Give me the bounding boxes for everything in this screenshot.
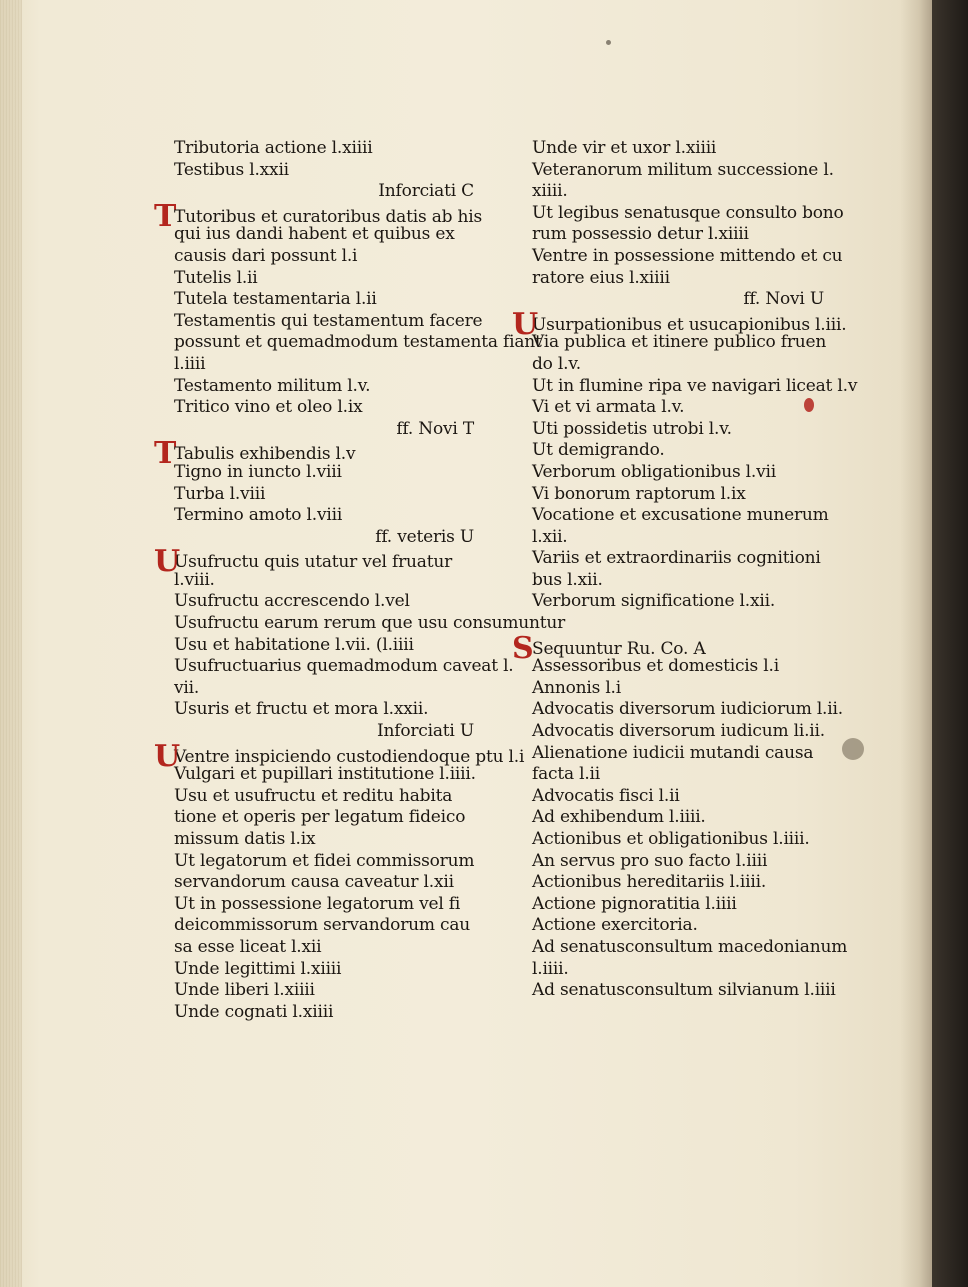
index-line bbox=[532, 484, 824, 506]
index-line bbox=[174, 786, 474, 808]
index-line bbox=[532, 202, 844, 225]
line-text: Ut in possessione legatorum vel fi bbox=[174, 893, 461, 914]
index-line bbox=[174, 505, 474, 527]
index-line bbox=[532, 915, 824, 937]
line-text: ff. Novi U bbox=[743, 289, 824, 310]
index-line bbox=[174, 635, 474, 657]
index-line bbox=[174, 332, 542, 354]
index-line bbox=[532, 548, 824, 570]
index-line bbox=[532, 375, 858, 398]
line-text: Ut in flumine ripa ve navigari liceat l.v bbox=[532, 375, 858, 396]
index-line bbox=[174, 310, 483, 333]
line-text: facta l.ii bbox=[532, 764, 601, 785]
line-text: Unde cognati l.xiiii bbox=[174, 1001, 334, 1022]
line-text: Ut legibus senatusque consulto bono bbox=[532, 202, 844, 223]
index-line bbox=[174, 764, 474, 786]
index-line bbox=[174, 613, 566, 635]
line-text: Verborum obligationibus l.vii bbox=[532, 461, 776, 482]
index-line bbox=[532, 181, 824, 203]
index-line bbox=[174, 160, 474, 182]
index-line bbox=[532, 354, 824, 376]
line-text: Inforciati C bbox=[378, 181, 474, 202]
line-text: Usuris et fructu et mora l.xxii. bbox=[174, 699, 429, 720]
line-text: Actione exercitoria. bbox=[532, 915, 698, 936]
index-line bbox=[174, 268, 474, 290]
section-heading bbox=[174, 721, 474, 743]
index-line: UUsufructu quis utatur vel fruatur bbox=[154, 544, 453, 580]
index-line: TTutoribus et curatoribus datis ab his bbox=[154, 198, 483, 234]
index-line bbox=[532, 505, 829, 527]
index-line bbox=[532, 699, 843, 721]
index-line bbox=[532, 743, 824, 765]
index-line bbox=[532, 786, 824, 808]
index-line bbox=[532, 268, 824, 290]
line-text: ff. Novi T bbox=[396, 418, 474, 439]
index-line: SSequuntur Ru. Co. A bbox=[512, 630, 706, 666]
line-text: l.xii. bbox=[532, 526, 568, 547]
index-line bbox=[174, 484, 474, 506]
line-text: l.iiii. bbox=[532, 958, 569, 979]
line-text: Tutela testamentaria l.ii bbox=[174, 289, 377, 310]
index-line bbox=[174, 354, 474, 376]
line-text: Testamentis qui testamentum facere bbox=[174, 310, 483, 331]
line-text: Ventre inspiciendo custodiendoque ptu l.i bbox=[174, 746, 525, 767]
line-text: Vi bonorum raptorum l.ix bbox=[532, 483, 746, 504]
line-text: Actionibus hereditariis l.iiii. bbox=[532, 872, 767, 893]
line-text: ff. veteris U bbox=[375, 526, 474, 547]
line-text: Ut legatorum et fidei commissorum bbox=[174, 850, 475, 871]
line-text: Sequuntur Ru. Co. A bbox=[532, 638, 706, 659]
index-line bbox=[532, 224, 824, 246]
line-text: Unde liberi l.xiiii bbox=[174, 980, 315, 1001]
index-line bbox=[174, 807, 474, 829]
index-line bbox=[532, 721, 824, 743]
line-text: Tutoribus et curatoribus datis ab his bbox=[174, 206, 483, 227]
section-heading bbox=[174, 419, 474, 441]
index-line bbox=[174, 397, 474, 419]
line-text: Testibus l.xxii bbox=[174, 159, 289, 180]
line-text: l.viii. bbox=[174, 569, 215, 590]
section-heading bbox=[174, 527, 474, 549]
line-text: vii. bbox=[174, 677, 200, 698]
line-text: sa esse liceat l.xii bbox=[174, 936, 322, 957]
line-text: Uti possidetis utrobi l.v. bbox=[532, 418, 732, 439]
line-text: rum possessio detur l.xiiii bbox=[532, 224, 749, 245]
index-line bbox=[174, 851, 474, 873]
index-line bbox=[174, 224, 474, 246]
index-line bbox=[532, 656, 824, 678]
line-text: do l.v. bbox=[532, 353, 581, 374]
line-text: Annonis l.i bbox=[532, 677, 622, 698]
line-text: Usufructu quis utatur vel fruatur bbox=[174, 552, 453, 573]
index-line: UUsurpationibus et usucapionibus l.iii. bbox=[512, 306, 847, 342]
index-line bbox=[174, 937, 474, 959]
line-text: Termino amoto l.viii bbox=[174, 505, 343, 526]
section-heading bbox=[174, 181, 474, 203]
line-text: Tritico vino et oleo l.ix bbox=[174, 397, 363, 418]
line-text: Usu et usufructu et reditu habita bbox=[174, 785, 453, 806]
line-text: Ad senatusconsultum macedonianum bbox=[532, 936, 848, 957]
line-text: Advocatis diversorum iudicum li.ii. bbox=[532, 721, 825, 742]
line-text: Actionibus et obligationibus l.iiii. bbox=[532, 829, 810, 849]
line-text: Usufructu earum rerum que usu consumuntur bbox=[174, 613, 566, 634]
line-text: Tabulis exhibendis l.v bbox=[174, 444, 356, 465]
stacked-page-edges bbox=[0, 0, 22, 1287]
index-line bbox=[532, 613, 824, 635]
line-text: missum datis l.ix bbox=[174, 829, 316, 849]
index-line bbox=[532, 570, 824, 592]
index-line bbox=[532, 980, 836, 1002]
index-line bbox=[532, 440, 824, 462]
index-line bbox=[532, 678, 824, 700]
line-text: Tutelis l.ii bbox=[174, 267, 258, 288]
line-text: possunt et quemadmodum testamenta fiant bbox=[174, 332, 542, 353]
index-line bbox=[532, 807, 824, 829]
line-text: Usufructu accrescendo l.vel bbox=[174, 591, 410, 612]
index-line bbox=[174, 289, 474, 311]
line-text: Vi et vi armata l.v. bbox=[532, 397, 685, 418]
section-heading bbox=[532, 289, 824, 311]
index-line bbox=[532, 462, 824, 484]
line-text: Advocatis fisci l.ii bbox=[532, 785, 680, 806]
line-text: Turba l.viii bbox=[174, 483, 266, 504]
line-text: Unde legittimi l.xiiii bbox=[174, 958, 342, 979]
line-text: tione et operis per legatum fideico bbox=[174, 807, 466, 828]
line-text: Vocatione et excusatione munerum bbox=[532, 505, 829, 526]
index-line bbox=[174, 872, 474, 894]
line-text: servandorum causa caveatur l.xii bbox=[174, 872, 454, 893]
index-line: TTabulis exhibendis l.v bbox=[154, 436, 356, 472]
line-text: Tributoria actione l.xiiii bbox=[174, 138, 373, 158]
index-line bbox=[174, 570, 474, 592]
index-line bbox=[532, 527, 824, 549]
index-line bbox=[532, 332, 827, 354]
line-text: An servus pro suo facto l.iiii bbox=[532, 850, 768, 871]
left-text-column bbox=[154, 138, 566, 1023]
paper-speck bbox=[606, 40, 611, 45]
paper-stain bbox=[842, 738, 864, 760]
index-line bbox=[532, 419, 824, 441]
line-text: Usu et habitatione l.vii. (l.iiii bbox=[174, 634, 414, 655]
line-text: Ventre in possessione mittendo et cu bbox=[532, 245, 843, 266]
line-text: Usurpationibus et usucapionibus l.iii. bbox=[532, 314, 847, 335]
index-line bbox=[532, 872, 824, 894]
line-text: Veteranorum militum successione l. bbox=[532, 159, 834, 180]
line-text: Advocatis diversorum iudiciorum l.ii. bbox=[532, 699, 843, 720]
index-line bbox=[532, 245, 843, 268]
line-text: qui ius dandi habent et quibus ex bbox=[174, 224, 455, 245]
index-line bbox=[532, 936, 848, 959]
line-text: causis dari possunt l.i bbox=[174, 245, 358, 266]
line-text: Usufructuarius quemadmodum caveat l. bbox=[174, 656, 514, 677]
index-line bbox=[174, 462, 474, 484]
line-text: Verborum significatione l.xii. bbox=[532, 591, 776, 612]
index-line bbox=[532, 959, 824, 981]
index-line bbox=[532, 159, 834, 182]
line-text: ratore eius l.xiiii bbox=[532, 267, 670, 288]
index-line bbox=[174, 829, 474, 851]
page-gutter-shadow bbox=[900, 0, 932, 1287]
index-line bbox=[174, 591, 474, 613]
line-text: Variis et extraordinariis cognitioni bbox=[532, 548, 821, 569]
index-line bbox=[532, 397, 824, 419]
line-text: deicommissorum servandorum cau bbox=[174, 915, 471, 936]
binding-edge bbox=[932, 0, 968, 1287]
line-text: Actione pignoratitia l.iiii bbox=[532, 893, 737, 914]
index-line bbox=[532, 851, 824, 873]
line-text: Ad exhibendum l.iiii. bbox=[532, 807, 706, 828]
line-text: l.iiii bbox=[174, 353, 206, 374]
index-line bbox=[532, 829, 824, 851]
line-text: bus l.xii. bbox=[532, 569, 603, 590]
index-line bbox=[174, 699, 474, 721]
index-line bbox=[174, 246, 474, 268]
index-line bbox=[532, 138, 824, 160]
index-line bbox=[174, 915, 474, 937]
line-text: Ut demigrando. bbox=[532, 440, 665, 461]
line-text: Inforciati U bbox=[376, 721, 474, 742]
index-line bbox=[174, 1002, 474, 1024]
index-line bbox=[174, 894, 474, 916]
index-line bbox=[174, 980, 474, 1002]
line-text: Ad senatusconsultum silvianum l.iiii bbox=[532, 980, 836, 1001]
index-line: UVentre inspiciendo custodiendoque ptu l.i bbox=[154, 738, 525, 774]
index-line bbox=[174, 678, 474, 700]
line-text: Assessoribus et domesticis l.i bbox=[532, 656, 779, 677]
right-text-column bbox=[512, 138, 858, 1002]
index-line bbox=[174, 959, 474, 981]
index-line bbox=[532, 894, 824, 916]
line-text: Via publica et itinere publico fruen bbox=[532, 332, 827, 353]
line-text: xiiii. bbox=[532, 181, 568, 202]
index-line bbox=[174, 656, 514, 678]
line-text: Testamento militum l.v. bbox=[174, 375, 371, 396]
index-line bbox=[174, 138, 474, 160]
line-text: Tigno in iuncto l.viii bbox=[174, 461, 342, 482]
line-text: Unde vir et uxor l.xiiii bbox=[532, 138, 717, 158]
index-line bbox=[174, 376, 474, 398]
line-text: Vulgari et pupillari institutione l.iiii. bbox=[174, 764, 476, 785]
line-text: Alienatione iudicii mutandi causa bbox=[532, 742, 814, 763]
index-line bbox=[532, 764, 824, 786]
index-line bbox=[532, 591, 824, 613]
